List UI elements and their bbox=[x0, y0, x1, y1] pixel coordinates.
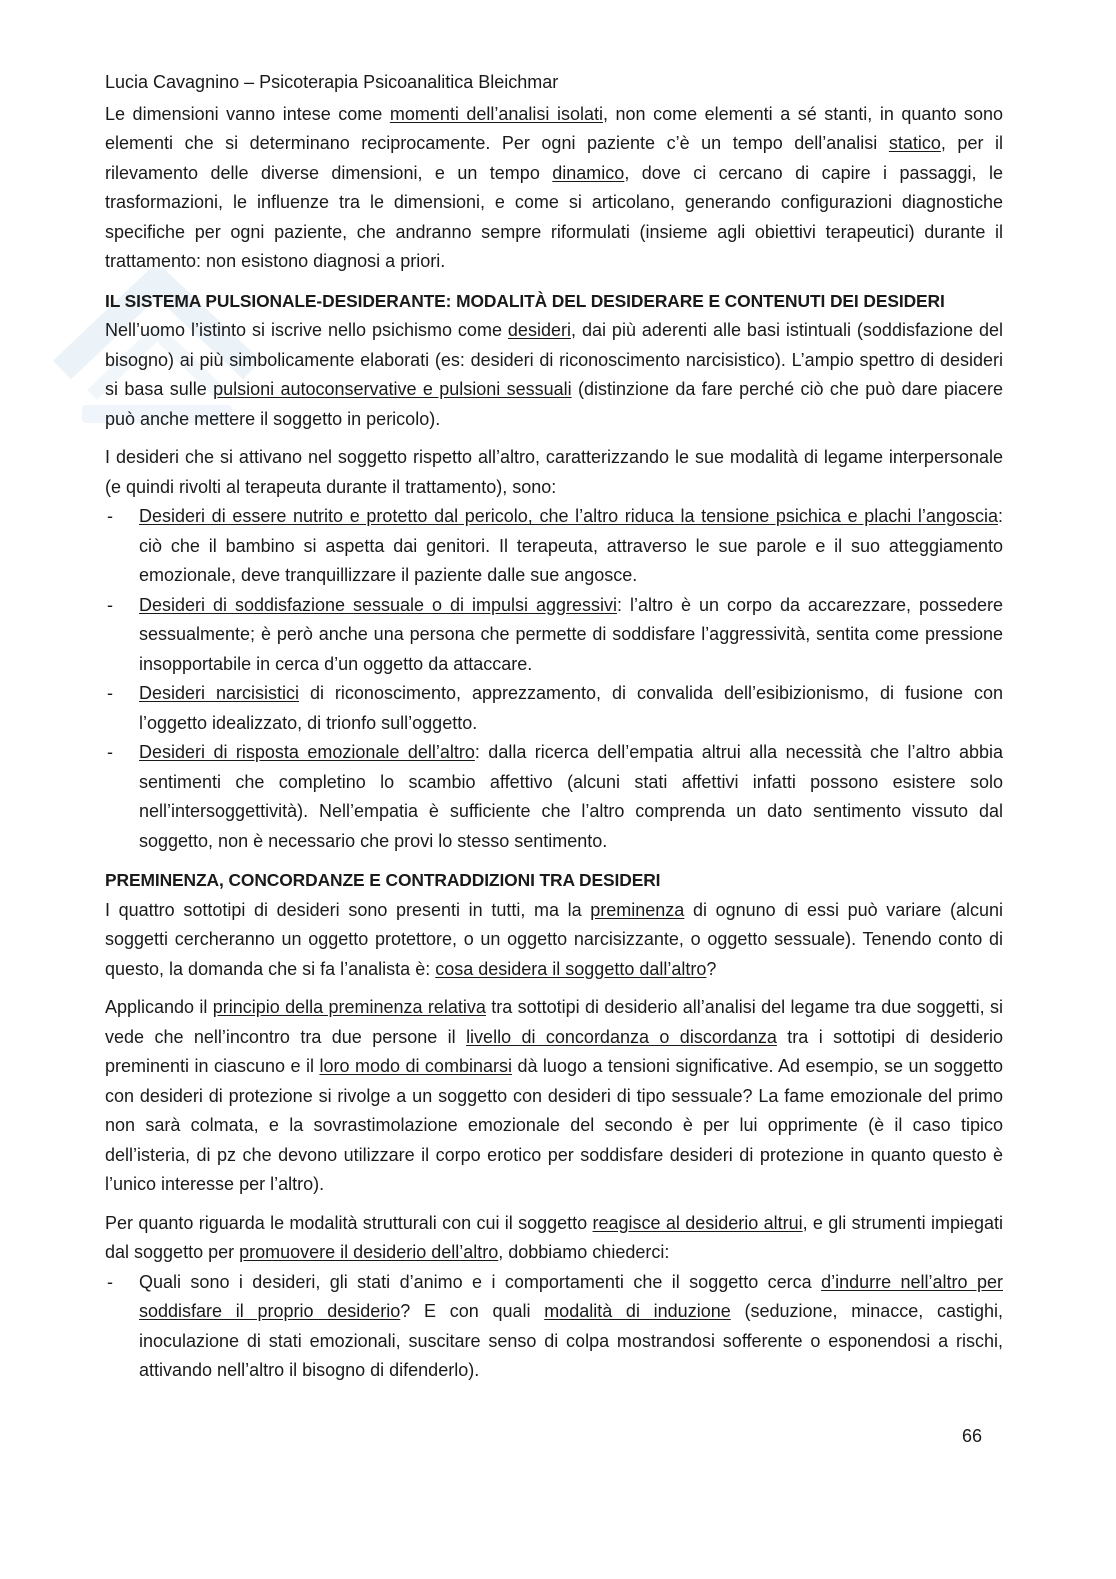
list-item: - Desideri di soddisfazione sessuale o di impulsi aggressivi: l’altro è un corpo da accarezzare, possedere sessualmente; è però anche una persona che permette di soddisfare l’aggressività, sentita come pressione insopportabile in cerca d’un oggetto da attaccare. bbox=[105, 591, 1003, 680]
page-content bbox=[105, 68, 1003, 1386]
list-item: - Desideri narcisistici di riconoscimento, apprezzamento, di convalida dell’esibizionismo, di fusione con l’oggetto idealizzato, di trionfo sull’oggetto. bbox=[105, 679, 1003, 738]
list-item: - Quali sono i desideri, gli stati d’animo e i comportamenti che il soggetto cerca d’indurre nell’altro per soddisfare il proprio desiderio? E con quali modalità di induzione (seduzione, minacce, castighi, inoculazione di stati emozionali, suscitare senso di colpa mostrandosi sofferente o esponendosi a rischi, attivando nell’altro il bisogno di difenderlo). bbox=[105, 1268, 1003, 1386]
paragraph: I desideri che si attivano nel soggetto rispetto all’altro, caratterizzando le sue modalità di legame interpersonale (e quindi rivolti al terapeuta durante il trattamento), sono: bbox=[105, 447, 1003, 497]
list-item: - Desideri di essere nutrito e protetto dal pericolo, che l’altro riduca la tensione psichica e plachi l’angoscia: ciò che il bambino si aspetta dai genitori. Il terapeuta, attraverso le sue parole e il suo atteggiamento emozionale, deve tranquillizzare il paziente dalle sue angosce. bbox=[105, 502, 1003, 591]
page-number: 66 bbox=[962, 1426, 983, 1446]
list-item: - Desideri di risposta emozionale dell’altro: dalla ricerca dell’empatia altrui alla necessità che l’altro abbia sentimenti che completino lo scambio affettivo (alcuni stati affettivi infatti possono esistere solo nell’intersoggettività). Nell’empatia è sufficiente che l’altro comprenda un dato sentimento vissuto dal soggetto, non è necessario che provi lo stesso sentimento. bbox=[105, 738, 1003, 856]
running-header: Lucia Cavagnino – Psicoterapia Psicoanalitica Bleichmar bbox=[105, 72, 559, 92]
questions-list bbox=[105, 1268, 1003, 1386]
section-heading: PREMINENZA, CONCORDANZE E CONTRADDIZIONI TRA DESIDERI bbox=[105, 870, 661, 890]
section-heading: IL SISTEMA PULSIONALE-DESIDERANTE: MODALITÀ DEL DESIDERARE E CONTENUTI DEI DESIDERI bbox=[105, 290, 945, 311]
paragraph: I quattro sottotipi di desideri sono presenti in tutti, ma la preminenza di ognuno di essi può variare (alcuni soggetti cercheranno un oggetto protettore, o un oggetto narcisizzante, o oggetto sessuale). Tenendo conto di questo, la domanda che si fa l’analista è: cosa desidera il soggetto dall’altro? bbox=[105, 899, 1003, 979]
paragraph: Nell’uomo l’istinto si iscrive nello psichismo come desideri, dai più aderenti alle basi istintuali (soddisfazione del bisogno) ai più simbolicamente elaborati (es: desideri di riconoscimento narcisistico). L’ampio spettro di desideri si basa sulle pulsioni autoconservative e pulsioni sessuali (distinzione da fare perché ciò che può dare piacere può anche mettere il soggetto in pericolo). bbox=[105, 320, 1003, 429]
paragraph: Per quanto riguarda le modalità strutturali con cui il soggetto reagisce al desiderio altrui, e gli strumenti impiegati dal soggetto per promuovere il desiderio dell’altro, dobbiamo chiederci: bbox=[105, 1212, 1003, 1262]
desire-types-list bbox=[105, 502, 1003, 856]
intro-paragraph: Le dimensioni vanno intese come momenti dell’analisi isolati, non come elementi a sé stanti, in quanto sono elementi che si determinano reciprocamente. Per ogni paziente c’è un tempo dell’analisi statico, per il rilevamento delle diverse dimensioni, e un tempo dinamico, dove ci cercano di capire i passaggi, le trasformazioni, le influenze tra le dimensioni, e come si articolano, generando configurazioni diagnostiche specifiche per ogni paziente, che andranno sempre riformulati (insieme agli obiettivi terapeutici) durante il trattamento: non esistono diagnosi a priori. bbox=[105, 103, 1003, 271]
paragraph: Applicando il principio della preminenza relativa tra sottotipi di desiderio all’analisi del legame tra due soggetti, si vede che nell’incontro tra due persone il livello di concordanza o discordanza tra i sottotipi di desiderio preminenti in ciascuno e il loro modo di combinarsi dà luogo a tensioni significative. Ad esempio, se un soggetto con desideri di protezione si rivolge a un soggetto con desideri di tipo sessuale? La fame emozionale del primo non sarà colmata, e la sovrastimolazione emozionale del secondo è per lui opprimente (è il caso tipico dell’isteria, di pz che devono utilizzare il corpo erotico per soddisfare desideri di protezione in quanto questo è l’unico interesse per l’altro). bbox=[105, 997, 1004, 1194]
